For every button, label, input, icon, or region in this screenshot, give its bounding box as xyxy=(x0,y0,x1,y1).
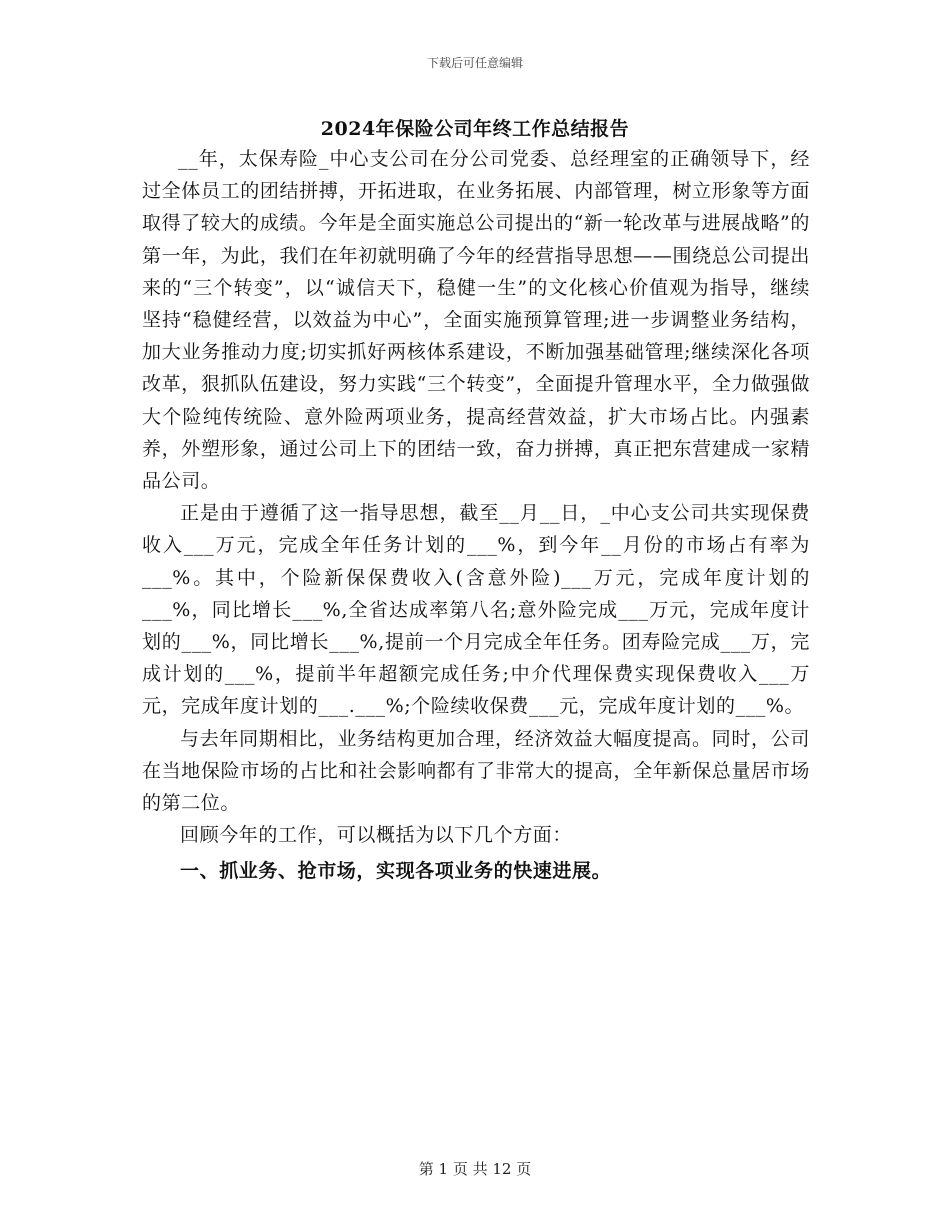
paragraph-comparison: 与去年同期相比，业务结构更加合理，经济效益大幅度提高。同时，公司在当地保险市场的占比和社会影响都有了非常大的提高，全年新保总量居市场的第二位。 xyxy=(142,727,810,815)
header-note: 下载后可任意编辑 xyxy=(426,56,523,70)
document-body xyxy=(142,143,810,888)
section-heading: 一、抓业务、抢市场，实现各项业务的快速进展。 xyxy=(180,860,612,883)
paragraph-review: 回顾今年的工作，可以概括为以下几个方面： xyxy=(180,824,573,847)
paragraph-results: 正是由于遵循了这一指导思想，截至__月__日，_中心支公司共实现保费收入___万元，完成全年任务计划的___%，到今年__月份的市场占有率为___%。其中，个险新保保费收入(含意外险)___万元，完成年度计划的___%，同比增长___%,全省达成率第八名;意外险完成___万元，完成年度计划的___%，同比增长___%,提前一个月完成全年任务。团寿险完成___万，完成计划的___%，提前半年超额完成任务;中介代理保费实现保费收入___万元，完成年度计划的___.___%;个险续收保费___元，完成年度计划的___%。 xyxy=(142,502,810,718)
paragraph-intro: __年，太保寿险_中心支公司在分公司党委、总经理室的正确领导下，经过全体员工的团结拼搏，开拓进取，在业务拓展、内部管理，树立形象等方面取得了较大的成绩。今年是全面实施总公司提出的“新一轮改革与进展战略”的第一年，为此，我们在年初就明确了今年的经营指导思想——围绕总公司提出来的“三个转变”，以“诚信天下，稳健一生”的文化核心价值观为指导，继续坚持“稳健经营，以效益为中心”，全面实施预算管理;进一步调整业务结构，加大业务推动力度;切实抓好两核体系建设，不断加强基础管理;继续深化各项改革，狠抓队伍建设，努力实践“三个转变”，全面提升管理水平，全力做强做大个险纯传统险、意外险两项业务，提高经营效益，扩大市场占比。内强素养，外塑形象，通过公司上下的团结一致，奋力拼搏，真正把东营建成一家精品公司。 xyxy=(142,148,810,493)
page-footer: 第 1 页 共 12 页 xyxy=(418,1160,532,1178)
document-title: 2024年保险公司年终工作总结报告 xyxy=(320,118,630,140)
